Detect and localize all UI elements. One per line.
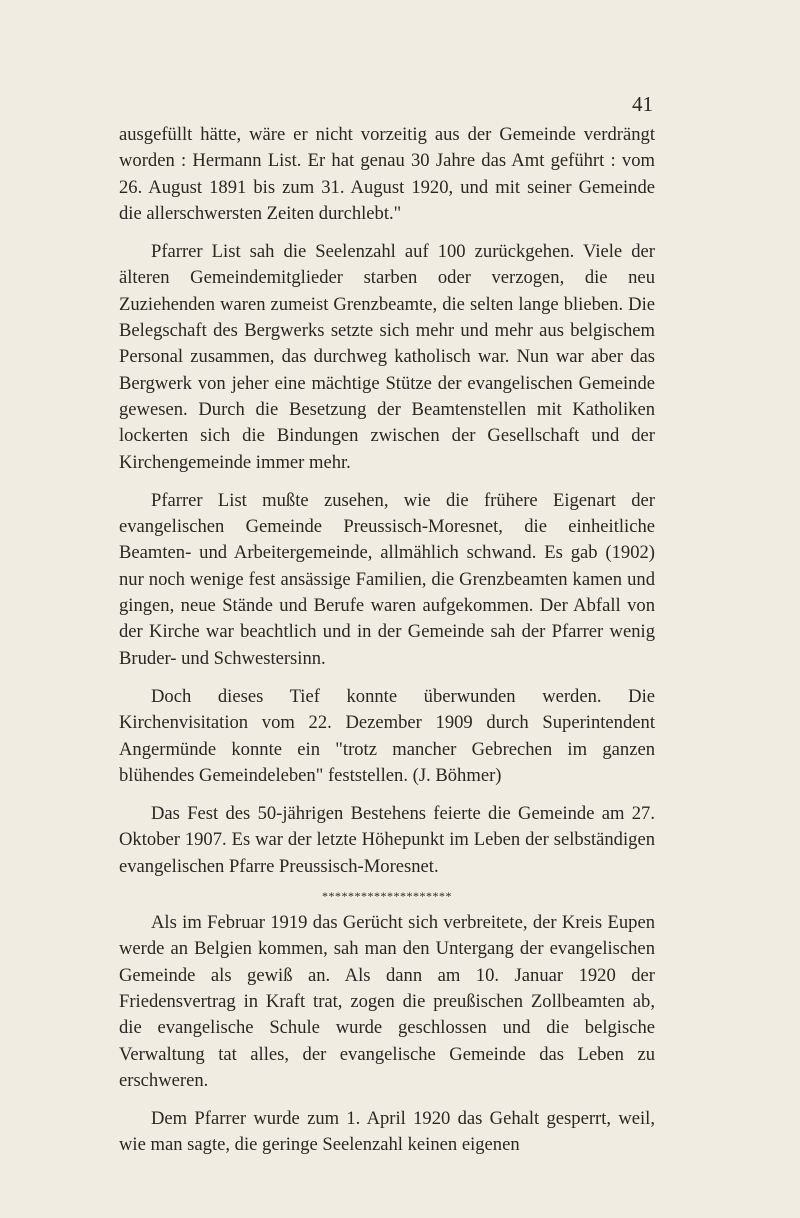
paragraph: Als im Februar 1919 das Gerücht sich verbreitete, der Kreis Eupen werde an Belgien kommen, sah man den Untergang der evangelischen Gemeinde als gewiß an. Als dann am 10. Januar 1920 der Friedensvertrag in Kraft trat, zogen die preußischen Zollbeamten ab, die evangelische Schule wurde geschlossen und die belgische Verwaltung tat alles, der evangelische Gemeinde das Leben zu erschweren. <box>119 912 655 1091</box>
paragraph: Das Fest des 50-jährigen Bestehens feierte die Gemeinde am 27. Oktober 1907. Es war der letzte Höhepunkt im Leben der selbständigen evangelischen Pfarre Preussisch-Moresnet. <box>119 803 655 877</box>
section-separator: ******************** <box>322 889 452 904</box>
body-text <box>119 122 655 1171</box>
paragraph: Doch dieses Tief konnte überwunden werden. Die Kirchenvisitation vom 22. Dezember 1909 durch Superintendent Angermünde konnte ein "trotz mancher Gebrechen im ganzen blühendes Gemeindeleben" feststellen. (J. Böhmer) <box>119 685 655 786</box>
paragraph: ausgefüllt hätte, wäre er nicht vorzeitig aus der Gemeinde verdrängt worden : Hermann List. Er hat genau 30 Jahre das Amt geführt : vom 26. August 1891 bis zum 31. August 1920, und mit seiner Gemeinde die allerschwersten Zeiten durchlebt." <box>119 124 655 224</box>
paragraph: Pfarrer List mußte zusehen, wie die frühere Eigenart der evangelischen Gemeinde Preussisch-Moresnet, die einheitliche Beamten- und Arbeitergemeinde, allmählich schwand. Es gab (1902) nur noch wenige fest ansässige Familien, die Grenzbeamten kamen und gingen, neue Stände und Berufe waren aufgekommen. Der Abfall von der Kirche war beachtlich und in der Gemeinde sah der Pfarrer wenig Bruder- und Schwestersinn. <box>119 489 655 669</box>
page-number: 41 <box>632 92 653 116</box>
paragraph: Dem Pfarrer wurde zum 1. April 1920 das Gehalt gesperrt, weil, wie man sagte, die geringe Seelenzahl keinen eigenen <box>119 1108 655 1156</box>
paragraph: Pfarrer List sah die Seelenzahl auf 100 zurückgehen. Viele der älteren Gemeindemitglieder starben oder verzogen, die neu Zuziehenden waren zumeist Grenzbeamte, die selten lange blieben. Die Belegschaft des Bergwerks setzte sich mehr und mehr aus belgischem Personal zusammen, das durchweg katholisch war. Nun war aber das Bergwerk von jeher eine mächtige Stütze der evangelischen Gemeinde gewesen. Durch die Besetzung der Beamtenstellen mit Katholiken lockerten sich die Bindungen zwischen der Gesellschaft und der Kirchengemeinde immer mehr. <box>119 241 655 473</box>
